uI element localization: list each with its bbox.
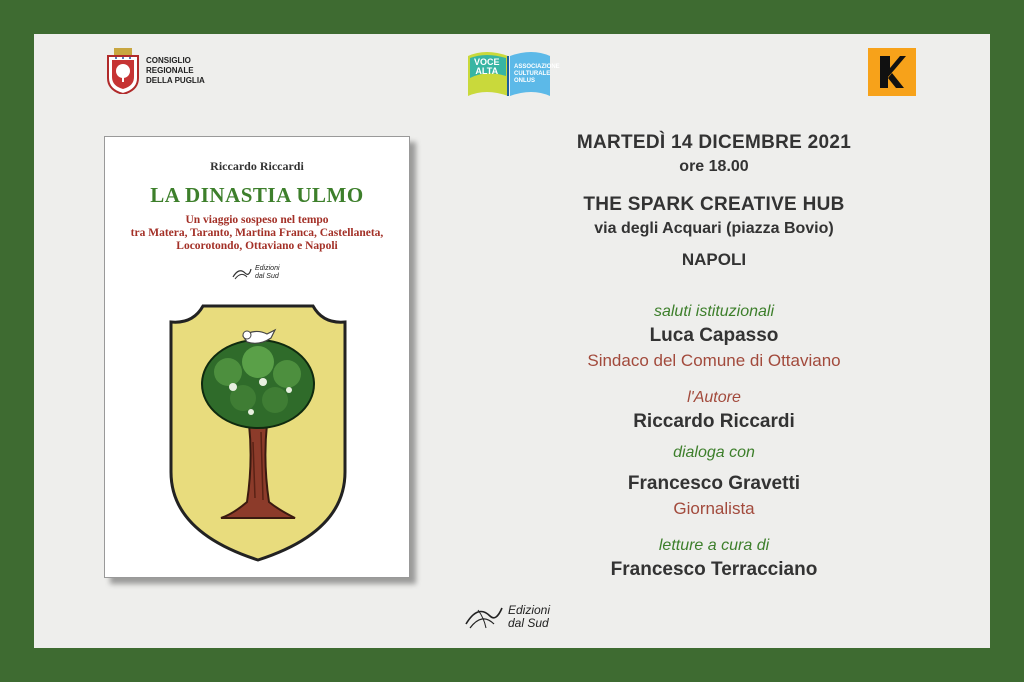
event-time: ore 18.00 <box>679 158 749 175</box>
author-name: Riccardo Riccardi <box>633 411 795 432</box>
readings-name: Francesco Terracciano <box>610 559 818 580</box>
tree-shield-illustration <box>163 302 353 564</box>
dialogue-label: dialoga con <box>673 444 755 461</box>
book-cover <box>104 136 410 578</box>
region-name <box>146 56 236 86</box>
book-publisher-line1: Edizioni <box>255 265 280 272</box>
book-author: Riccardo Riccardi <box>210 159 304 173</box>
voce-alta-association: ASSOCIAZIONE CULTURALE ONLUS <box>514 64 560 84</box>
event-date: MARTEDÌ 14 DICEMBRE 2021 <box>576 132 852 153</box>
greetings-role: Sindaco del Comune di Ottaviano <box>587 351 841 370</box>
dialogue-name: Francesco Gravetti <box>627 473 801 494</box>
footer-publisher-text <box>508 604 550 630</box>
book-publisher-text <box>255 265 280 281</box>
region-name-line1: CONSIGLIO REGIONALE <box>146 56 194 75</box>
k-logo-icon <box>868 48 916 96</box>
dialogue-role: Giornalista <box>673 499 755 518</box>
book-subtitle-line3: Locorotondo, Ottaviano e Napoli <box>176 240 338 252</box>
spark-hub-logo <box>868 48 916 96</box>
book-publisher <box>231 265 280 281</box>
voce-alta-logo <box>464 46 560 98</box>
event-city: NAPOLI <box>681 250 747 269</box>
author-label: l'Autore <box>687 389 741 406</box>
voce-alta-line1: VOCE <box>474 57 500 67</box>
book-title: LA DINASTIA ULMO <box>150 183 364 207</box>
footer-publisher-line1: Edizioni <box>508 603 551 617</box>
book-subtitle-line1: Un viaggio sospeso nel tempo <box>185 214 329 226</box>
voce-alta-line2: ALTA <box>475 66 499 76</box>
readings-label: letture a cura di <box>658 537 770 554</box>
greetings-name: Luca Capasso <box>649 325 779 346</box>
voce-alta-wordmark <box>474 58 500 76</box>
poster-card <box>34 34 990 648</box>
book-publisher-line2: dal Sud <box>255 273 279 280</box>
event-venue: THE SPARK CREATIVE HUB <box>583 194 845 215</box>
coat-of-arms-icon <box>106 48 140 94</box>
book-subtitle <box>105 214 409 253</box>
publisher-swirl-icon <box>231 265 253 281</box>
footer-publisher-logo <box>464 602 550 632</box>
publisher-swirl-icon <box>464 602 504 632</box>
regional-council-logo <box>106 48 236 94</box>
book-subtitle-line2: tra Matera, Taranto, Martina Franca, Castellaneta, <box>130 227 384 239</box>
region-name-line2: DELLA PUGLIA <box>146 76 205 85</box>
greetings-label: saluti istituzionali <box>653 303 775 320</box>
event-address: via degli Acquari (piazza Bovio) <box>594 220 834 237</box>
footer-publisher-line2: dal Sud <box>508 616 549 630</box>
